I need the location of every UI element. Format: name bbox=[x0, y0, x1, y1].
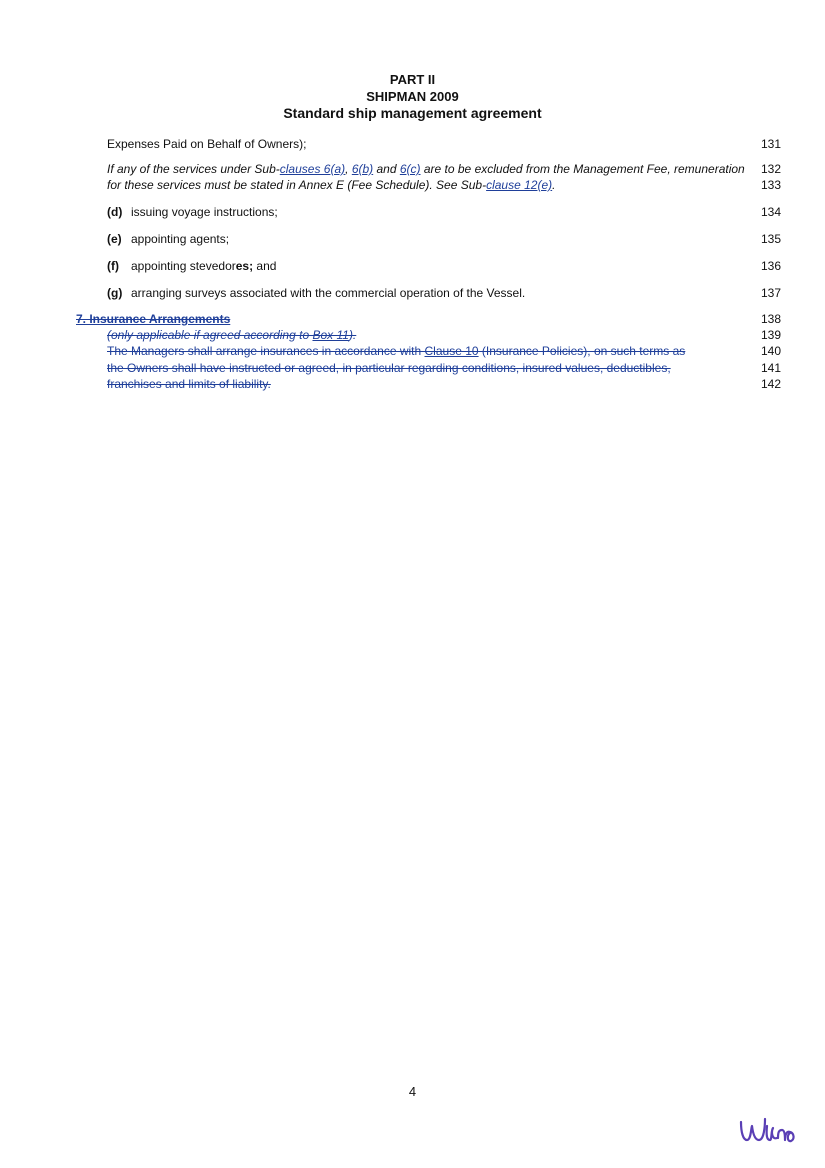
line-number-142: 142 bbox=[760, 377, 781, 391]
line-number-137: 137 bbox=[760, 286, 781, 300]
item-label-d: (d) bbox=[107, 205, 123, 219]
form-name-heading: SHIPMAN 2009 bbox=[366, 89, 459, 104]
line-number-139: 139 bbox=[760, 328, 781, 342]
line-133: for these services must be stated in Annex E (Fee Schedule). See Sub-clause 12(e). bbox=[107, 178, 556, 192]
handwritten-initials-signature bbox=[737, 1114, 799, 1146]
line-136: (f) appointing stevedores; and bbox=[107, 259, 277, 273]
line-139: (only applicable if agreed according to Box 11). bbox=[107, 328, 357, 342]
document-title: Standard ship management agreement bbox=[283, 105, 542, 121]
line-134: (d) issuing voyage instructions; bbox=[107, 205, 278, 219]
line-137: (g) arranging surveys associated with the commercial operation of the Vessel. bbox=[107, 286, 526, 300]
item-label-f: (f) bbox=[107, 259, 119, 273]
item-label-e: (e) bbox=[107, 232, 122, 246]
line-132: If any of the services under Sub-clauses 6(a), 6(b) and 6(c) are to be excluded from the Management Fee, remuneration bbox=[107, 162, 745, 176]
clause-6b-link[interactable]: 6(b) bbox=[351, 162, 374, 176]
page-number: 4 bbox=[408, 1084, 417, 1099]
line-number-134: 134 bbox=[760, 205, 781, 219]
box-11-link[interactable]: Box 11 bbox=[312, 328, 349, 342]
line-140: The Managers shall arrange insurances in accordance with Clause 10 (Insurance Policies), on such terms as bbox=[107, 344, 686, 358]
line-135: (e) appointing agents; bbox=[107, 232, 230, 246]
part-heading: PART II bbox=[389, 72, 436, 87]
line-number-136: 136 bbox=[760, 259, 781, 273]
line-number-135: 135 bbox=[760, 232, 781, 246]
line-number-138: 138 bbox=[760, 312, 781, 326]
item-label-g: (g) bbox=[107, 286, 123, 300]
clause-6a-link[interactable]: clauses 6(a) bbox=[279, 162, 346, 176]
line-142: franchises and limits of liability. bbox=[107, 377, 271, 391]
line-number-140: 140 bbox=[760, 344, 781, 358]
line-number-131: 131 bbox=[760, 137, 781, 151]
deleted-clause-heading: 7. Insurance Arrangements bbox=[76, 312, 231, 326]
document-header bbox=[0, 71, 825, 122]
line-number-132: 132 bbox=[760, 162, 781, 176]
clause-10-link[interactable]: Clause 10 bbox=[424, 344, 479, 358]
clause-6c-link[interactable]: 6(c) bbox=[399, 162, 421, 176]
line-number-141: 141 bbox=[760, 361, 781, 375]
line-141: the Owners shall have instructed or agreed, in particular regarding conditions, insured values, deductibles, bbox=[107, 361, 671, 375]
clause-12e-link[interactable]: clause 12(e) bbox=[486, 178, 553, 192]
line-131: Expenses Paid on Behalf of Owners); bbox=[107, 137, 307, 151]
line-number-133: 133 bbox=[760, 178, 781, 192]
